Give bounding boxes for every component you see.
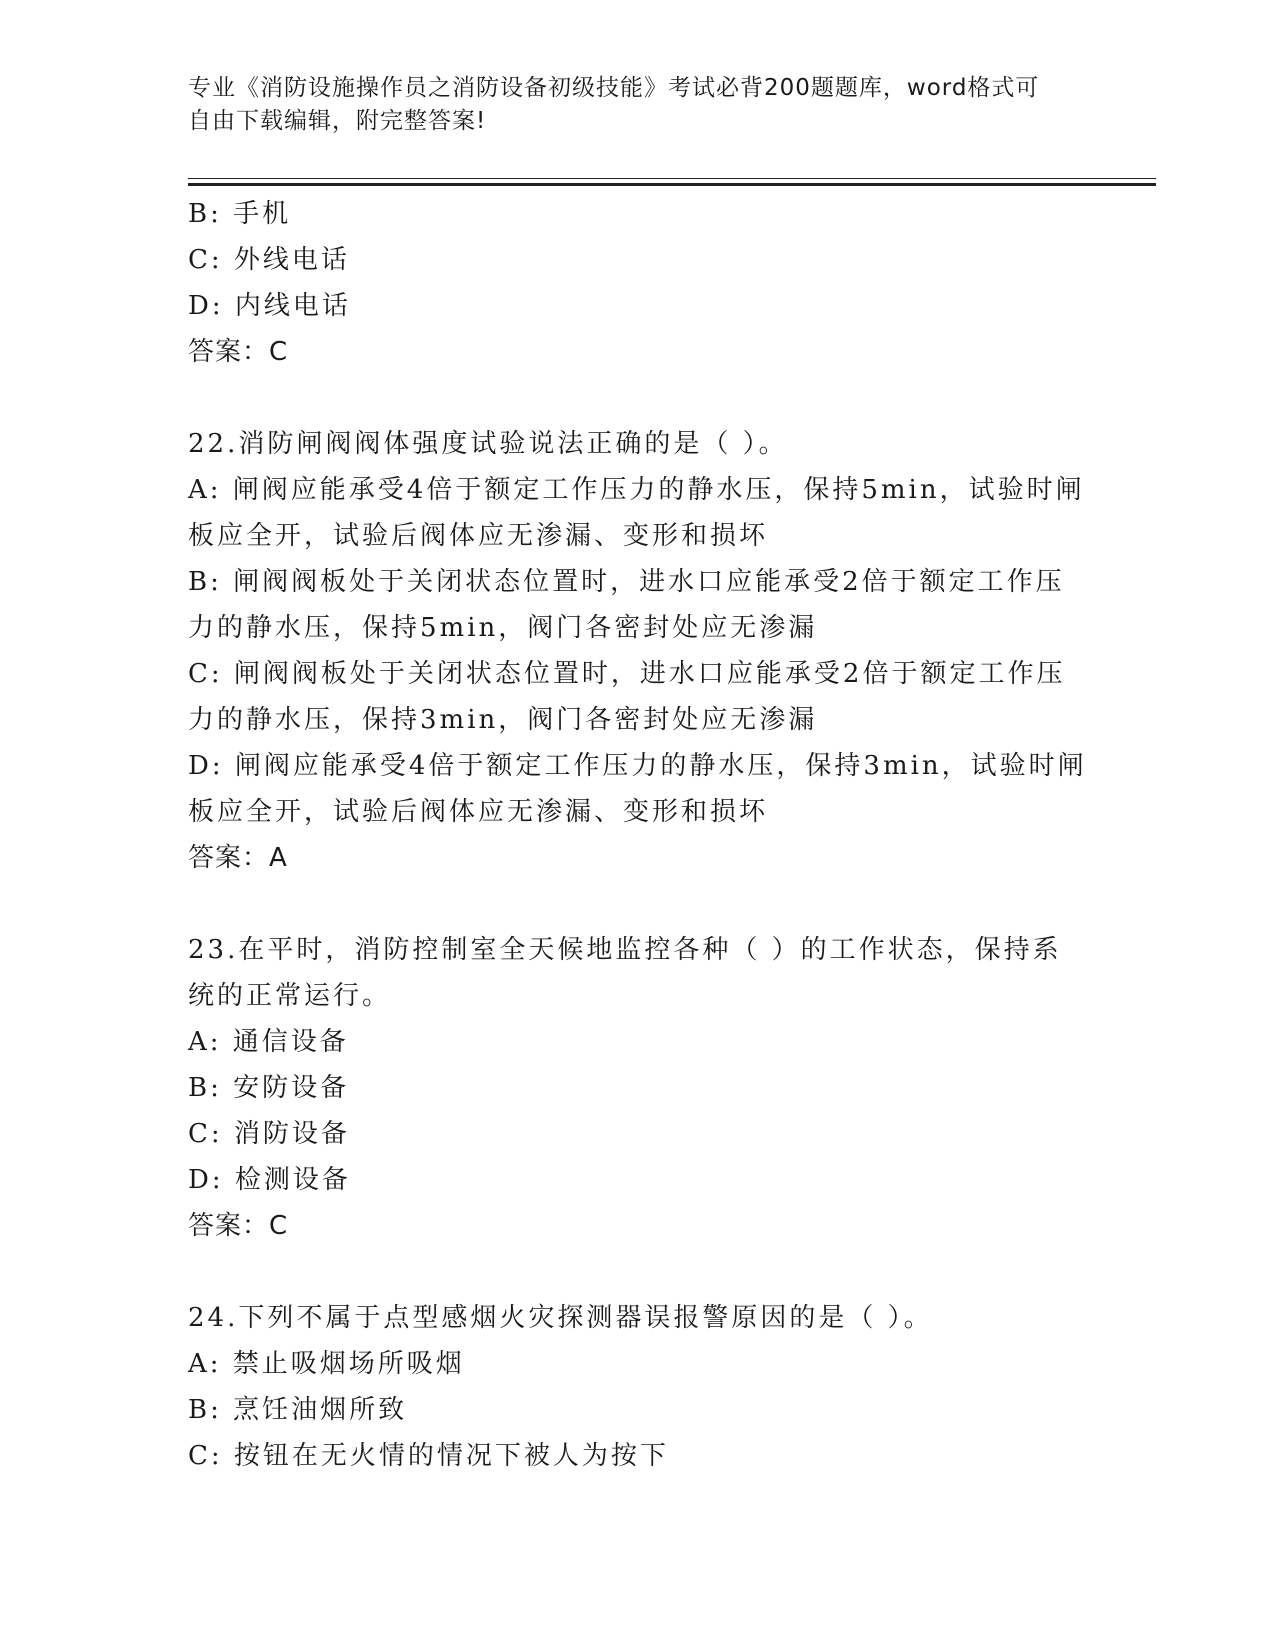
header-line: 专业《消防设施操作员之消防设备初级技能》考试必背200题题库，word格式可 bbox=[188, 75, 1040, 101]
question-stem-cont: 统的正常运行。 bbox=[188, 981, 392, 1011]
question-list bbox=[188, 191, 1088, 1479]
question-22 bbox=[188, 421, 1088, 881]
spacer bbox=[188, 1249, 1088, 1295]
option-a-cont: 板应全开，试验后阀体应无渗漏、变形和损坏 bbox=[188, 521, 769, 551]
option-d-cont: 板应全开，试验后阀体应无渗漏、变形和损坏 bbox=[188, 797, 769, 827]
option-d: D: 闸阀应能承受4倍于额定工作压力的静水压，保持3min，试验时闸 bbox=[188, 751, 1087, 781]
question-stem: 22.消防闸阀阀体强度试验说法正确的是（ ）。 bbox=[188, 429, 788, 459]
question-24 bbox=[188, 1295, 1088, 1479]
option-a: A: 禁止吸烟场所吸烟 bbox=[188, 1349, 465, 1379]
option-b: B: 闸阀阀板处于关闭状态位置时，进水口应能承受2倍于额定工作压 bbox=[188, 567, 1065, 597]
option-b: B: 安防设备 bbox=[188, 1073, 350, 1103]
answer: 答案：C bbox=[188, 337, 289, 367]
option-c-cont: 力的静水压，保持3min，阀门各密封处应无渗漏 bbox=[188, 705, 818, 735]
option-a: A: 闸阀应能承受4倍于额定工作压力的静水压，保持5min，试验时闸 bbox=[188, 475, 1085, 505]
option-a: A: 通信设备 bbox=[188, 1027, 349, 1057]
header-line: 自由下载编辑，附完整答案! bbox=[188, 108, 487, 134]
header-divider-thin bbox=[188, 178, 1156, 179]
document-header bbox=[188, 72, 1088, 138]
option-d: D: 内线电话 bbox=[188, 291, 351, 321]
answer: 答案：A bbox=[188, 843, 288, 873]
answer: 答案：C bbox=[188, 1211, 289, 1241]
option-b: B: 烹饪油烟所致 bbox=[188, 1395, 408, 1425]
option-c: C: 闸阀阀板处于关闭状态位置时，进水口应能承受2倍于额定工作压 bbox=[188, 659, 1066, 689]
question-stem: 23.在平时，消防控制室全天候地监控各种（ ）的工作状态，保持系 bbox=[188, 935, 1062, 965]
question-23 bbox=[188, 927, 1088, 1249]
option-b: B: 手机 bbox=[188, 199, 292, 229]
question-21-tail bbox=[188, 191, 1088, 375]
option-b-cont: 力的静水压，保持5min，阀门各密封处应无渗漏 bbox=[188, 613, 818, 643]
option-c: C: 消防设备 bbox=[188, 1119, 350, 1149]
option-c: C: 外线电话 bbox=[188, 245, 350, 275]
option-c: C: 按钮在无火情的情况下被人为按下 bbox=[188, 1441, 669, 1471]
question-stem: 24.下列不属于点型感烟火灾探测器误报警原因的是（ ）。 bbox=[188, 1303, 933, 1333]
header-divider-thick bbox=[188, 183, 1156, 186]
spacer bbox=[188, 881, 1088, 927]
option-d: D: 检测设备 bbox=[188, 1165, 351, 1195]
spacer bbox=[188, 375, 1088, 421]
